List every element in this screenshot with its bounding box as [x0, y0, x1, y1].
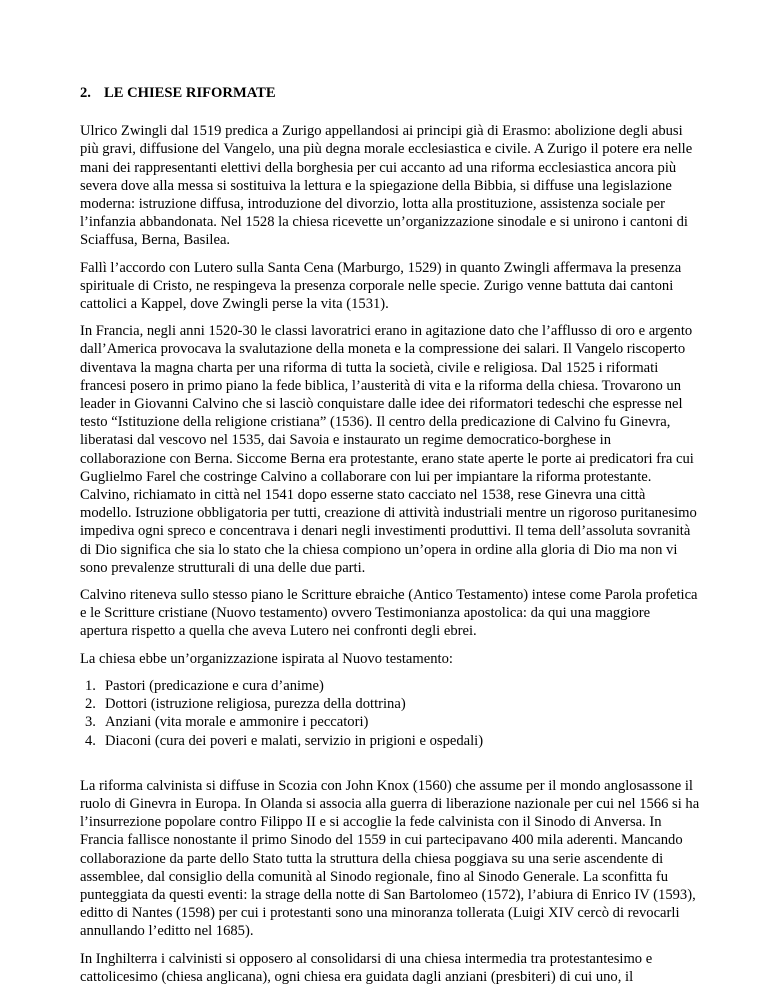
- list-item: [80, 677, 700, 695]
- list-item: [80, 713, 700, 731]
- list-item-number: 3.: [85, 714, 96, 731]
- ministries-list: [80, 677, 700, 750]
- paragraph-inghilterra: In Inghilterra i calvinisti si opposero al consolidarsi di una chiesa intermedia tra protestantesimo e cattolicesimo (chiesa anglicana), ogni chiesa era guidata dagli anziani (presbiteri) di cui uno, il: [80, 950, 653, 985]
- section-title: LE CHIESE RIFORMATE: [104, 85, 276, 101]
- list-item-text: Diaconi (cura dei poveri e malati, servizio in prigioni e ospedali): [105, 732, 484, 749]
- list-item-text: Pastori (predicazione e cura d’anime): [105, 677, 324, 694]
- list-item: [80, 695, 700, 713]
- paragraph-organizzazione-intro: La chiesa ebbe un’organizzazione ispirata al Nuovo testamento:: [80, 650, 453, 667]
- paragraph-marburgo: Fallì l’accordo con Lutero sulla Santa Cena (Marburgo, 1529) in quanto Zwingli affermava la presenza spirituale di Cristo, ne respingeva la presenza corporale nelle specie. Zurigo venne battuta dai cantoni cattolici a Kappel, dove Zwingli perse la vita (1531).: [80, 259, 682, 313]
- paragraph-zwingli-zurigo: Ulrico Zwingli dal 1519 predica a Zurigo appellandosi ai principi già di Erasmo: abolizione degli abusi più gravi, diffusione del Vangelo, una più degna morale ecclesiastica e civile. A Zurigo il potere era nelle mani dei rappresentanti elettivi della borghesia per cui accanto ad una riforma ecclesiastica ancora più severa dove alla messa si sostituiva la lettura e la spiegazione della Bibbia, si diffuse una legislazione moderna: istruzione diffusa, introduzione del divorzio, lotta alla prostituzione, assistenza sociale per l’infanzia abbandonata. Nel 1528 la chiesa ricevette un’organizzazione sinodale e si unirono i cantoni di Sciaffusa, Berna, Basilea.: [80, 123, 693, 249]
- list-item-text: Anziani (vita morale e ammonire i peccatori): [105, 714, 369, 731]
- list-item-number: 2.: [85, 696, 96, 713]
- paragraph-scritture: Calvino riteneva sullo stesso piano le Scritture ebraiche (Antico Testamento) intese come Parola profetica e le Scritture cristiane (Nuovo testamento) ovvero Testimonianza apostolica: da qui una maggiore apertura rispetto a quella che aveva Lutero nei confronti degli ebrei.: [80, 587, 698, 640]
- section-heading: [80, 84, 700, 102]
- list-item-text: Dottori (istruzione religiosa, purezza della dottrina): [105, 696, 406, 713]
- list-item-number: 1.: [85, 677, 96, 694]
- section-number: 2.: [80, 85, 91, 101]
- document-page: [80, 84, 700, 995]
- list-item: [80, 732, 700, 750]
- paragraph-diffusione-calvinista: La riforma calvinista si diffuse in Scozia con John Knox (1560) che assume per il mondo anglosassone il ruolo di Ginevra in Europa. In Olanda si associa alla guerra di liberazione nazionale per cui nel 1566 si ha l’insurrezione popolare contro Filippo II e si accoglie la fede calvinista con il Sinodo di Anversa. In Francia fallisce nonostante il primo Sinodo del 1559 in cui partecipavano 400 mila aderenti. Mancando collaborazione da parte dello Stato tutta la struttura della chiesa poggiava su una serie ascendente di assemblee, dal consiglio della comunità al Sinodo regionale, fino al Sinodo Generale. La sconfitta fu punteggiata da questi eventi: la strage della notte di San Bartolomeo (1572), l’abiura di Enrico IV (1593), editto di Nantes (1598) per cui i protestanti sono una minoranza tollerata (Luigi XIV cercò di revocarli annullando l’editto nel 1685).: [80, 777, 700, 940]
- list-item-number: 4.: [85, 732, 96, 749]
- paragraph-francia-calvino: In Francia, negli anni 1520-30 le classi lavoratrici erano in agitazione dato che l’afflusso di oro e argento dall’America provocava la svalutazione della moneta e la compressione dei salari. Il Vangelo riscoperto diventava la magna charta per una riforma di tutta la società, civile e religiosa. Dal 1525 i riformati francesi posero in primo piano la fede biblica, l’austerità di vita e la riforma della chiesa. Trovarono un leader in Giovanni Calvino che si lasciò conquistare dalle idee dei riformatori tedeschi che espresse nel testo “Istituzione della religione cristiana” (1536). Il centro della predicazione di Calvino fu Ginevra, liberatasi dal vescovo nel 1535, dai Savoia e instaurato un regime democratico-borghese in collaborazione con Berna. Siccome Berna era protestante, erano state aperte le porte ai predicatori fra cui Guglielmo Farel che costringe Calvino a collaborare con lui per impiantare la riforma protestante. Calvino, richiamato in città nel 1541 dopo esserne stato cacciato nel 1538, rese Ginevra una città modello. Istruzione obbligatoria per tutti, creazione di attività industriali mentre un rigoroso puritanesimo impediva ogni spreco e concentrava i denari negli investimenti produttivi. Il tema dell’assoluta sovranità di Dio significa che sia lo stato che la chiesa compiono un’opera in ordine alla gloria di Dio ma non vi sono prevalenze strutturali di una delle due parti.: [80, 323, 697, 576]
